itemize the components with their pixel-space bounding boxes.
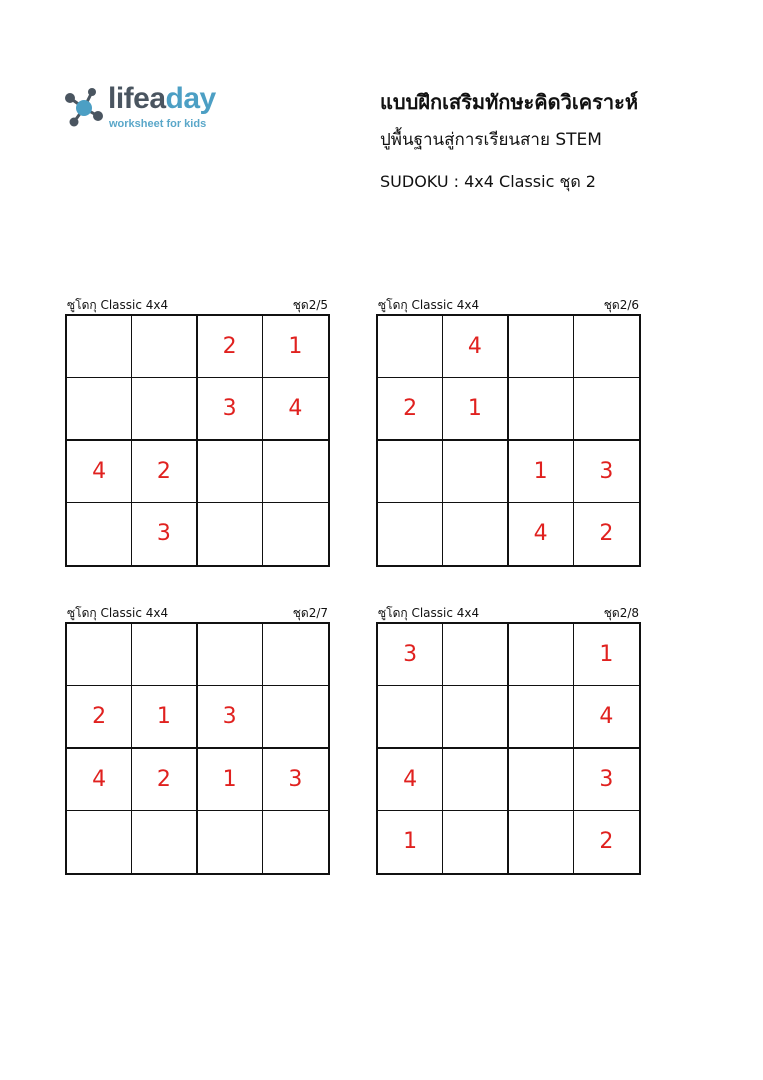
sudoku-cell [132,811,197,873]
sudoku-cell [509,378,574,440]
sudoku-cell [443,749,508,811]
sudoku-cell [132,316,197,378]
sudoku-grid [376,314,641,567]
sudoku-cell [443,441,508,503]
sudoku-cell: 1 [132,686,197,748]
sudoku-cell [443,811,508,873]
sudoku-cell [509,749,574,811]
sudoku-cell [378,316,443,378]
sudoku-cell: 4 [509,503,574,565]
puzzle-label-row [376,296,641,314]
sudoku-cell [509,316,574,378]
sudoku-cell: 1 [443,378,508,440]
puzzle-set-number: ชุด2/5 [292,298,328,312]
sudoku-cell: 2 [67,686,132,748]
sudoku-cell [132,624,197,686]
sudoku-cell [443,624,508,686]
sudoku-puzzle [65,296,330,567]
molecule-icon [62,86,106,130]
sudoku-cell: 3 [198,686,263,748]
lifeaday-logo [62,82,242,136]
sudoku-cell [198,441,263,503]
sudoku-cell: 2 [132,441,197,503]
sudoku-cell [263,686,328,748]
sudoku-grid [65,622,330,875]
puzzle-set-number: ชุด2/8 [603,606,639,620]
sudoku-cell: 4 [574,686,639,748]
sudoku-cell: 1 [263,316,328,378]
sudoku-cell [132,378,197,440]
puzzle-label-row [65,604,330,622]
sudoku-cell: 4 [378,749,443,811]
sudoku-cell [67,503,132,565]
sudoku-cell [509,624,574,686]
sudoku-cell [574,378,639,440]
sudoku-cell: 2 [599,829,614,855]
sudoku-cell [443,686,508,748]
sudoku-cell: 1 [378,811,443,873]
sudoku-cell [198,503,263,565]
worksheet-title: แบบฝึกเสริมทักษะคิดวิเคราะห์ [380,90,639,114]
logo-tagline: worksheet for kids [109,118,207,130]
sudoku-cell [67,624,132,686]
worksheet-subtitle: ปูพื้นฐานสู่การเรียนสาย STEM [380,130,602,150]
puzzle-label-row [65,296,330,314]
sudoku-puzzle [376,604,641,875]
puzzle-label: ซูโดกุ Classic 4x4 [67,606,169,620]
sudoku-cell: 3 [198,378,263,440]
puzzle-label-row [376,604,641,622]
sudoku-cell: 4 [263,378,328,440]
sudoku-grid [65,314,330,567]
sudoku-cell: 3 [132,503,197,565]
puzzle-label: ซูโดกุ Classic 4x4 [67,298,169,312]
sudoku-cell: 4 [443,316,508,378]
sudoku-cell [509,686,574,748]
puzzle-label: ซูโดกุ Classic 4x4 [378,606,480,620]
puzzle-set-number: ชุด2/6 [603,298,639,312]
sudoku-cell: 1 [509,441,574,503]
sudoku-cell: 3 [574,749,639,811]
sudoku-cell: 4 [67,441,132,503]
sudoku-cell: 3 [263,749,328,811]
sudoku-cell [263,503,328,565]
sudoku-cell: 1 [198,749,263,811]
sudoku-cell [443,503,508,565]
sudoku-cell [378,686,443,748]
sudoku-cell [378,503,443,565]
sudoku-cell: 2 [378,378,443,440]
sudoku-cell: 3 [574,441,639,503]
sudoku-cell [574,316,639,378]
sudoku-cell: 2 [599,521,614,547]
sudoku-cell: 1 [574,624,639,686]
sudoku-cell [198,624,263,686]
sudoku-cell [263,441,328,503]
sudoku-cell: 4 [67,749,132,811]
sudoku-cell: 3 [378,624,443,686]
sudoku-cell [67,811,132,873]
sudoku-grid [376,622,641,875]
sudoku-cell [263,811,328,873]
sudoku-cell [67,378,132,440]
sudoku-cell [509,811,574,873]
sudoku-puzzle [65,604,330,875]
sudoku-cell: 2 [132,749,197,811]
sudoku-cell: 2 [198,316,263,378]
sudoku-cell [263,624,328,686]
sudoku-cell [198,811,263,873]
puzzle-label: ซูโดกุ Classic 4x4 [378,298,480,312]
logo-wordmark: lifeaday [108,82,216,115]
puzzle-set-heading: SUDOKU : 4x4 Classic ชุด 2 [380,172,596,191]
sudoku-cell [378,441,443,503]
sudoku-puzzle [376,296,641,567]
puzzle-set-number: ชุด2/7 [292,606,328,620]
sudoku-cell [67,316,132,378]
